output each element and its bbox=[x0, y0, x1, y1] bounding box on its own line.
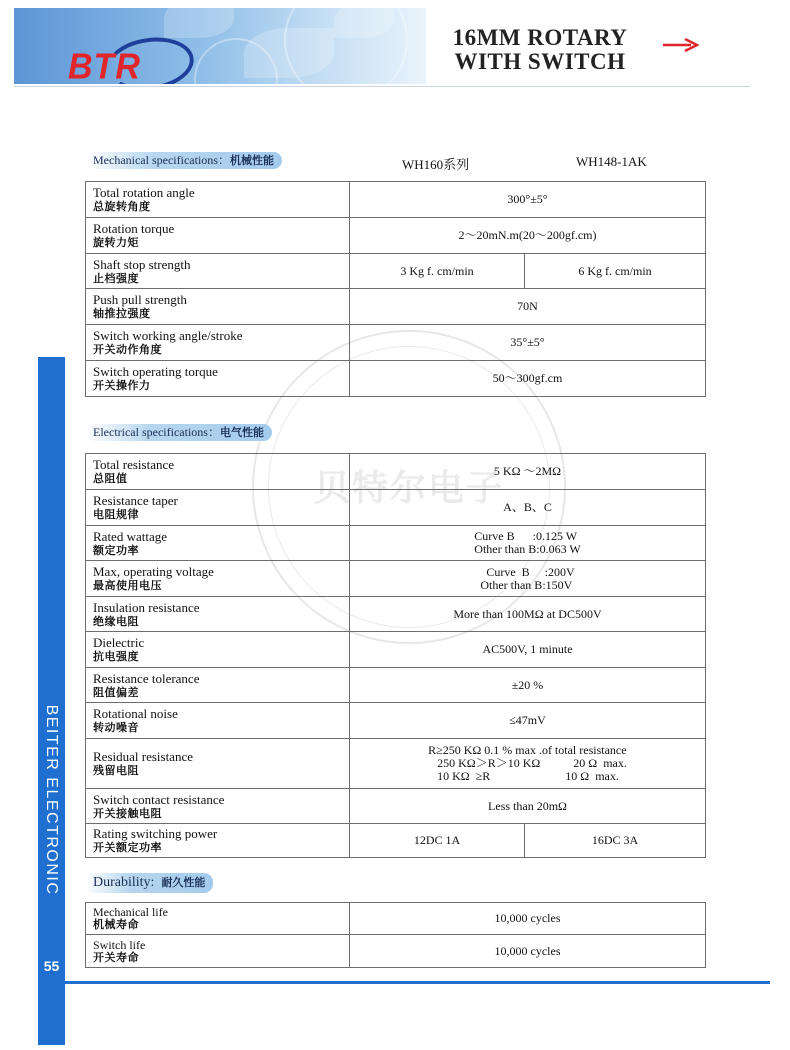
spec-value: R≥250 KΩ 0.1 % max .of total resistance 250 KΩ＞R＞10 KΩ 20 Ω max. 10 KΩ ≥R 10 Ω max. bbox=[428, 743, 627, 783]
table-row bbox=[86, 182, 706, 218]
spec-label-en: Shaft stop strength bbox=[93, 256, 191, 272]
spec-label-cn: 最高使用电压 bbox=[93, 579, 162, 592]
spec-label-cn: 残留电阻 bbox=[93, 764, 139, 777]
spec-value: 300°±5° bbox=[350, 182, 706, 218]
spec-label-en: Switch contact resistance bbox=[93, 791, 225, 807]
page-number: 55 bbox=[43, 958, 60, 974]
spec-label-en: Switch operating torque bbox=[93, 364, 218, 379]
spec-label-en: Rotation torque bbox=[93, 221, 175, 236]
btr-logo bbox=[68, 38, 188, 84]
spec-value-wh160: 3 Kg f. cm/min bbox=[350, 254, 525, 289]
title-line-1: 16MM ROTARY bbox=[452, 25, 628, 50]
table-row bbox=[86, 903, 706, 935]
table-row bbox=[86, 824, 706, 858]
spec-label-cn: 开关寿命 bbox=[93, 950, 139, 964]
spec-label-cn: 额定功率 bbox=[93, 543, 139, 557]
spec-label-en: Max, operating voltage bbox=[93, 564, 214, 579]
footer-divider bbox=[65, 981, 770, 984]
section-label-durability bbox=[85, 873, 213, 893]
arrow-right-icon bbox=[663, 38, 699, 52]
spec-label-en: Switch working angle/stroke bbox=[93, 328, 243, 343]
spec-value: ≤47mV bbox=[350, 703, 706, 739]
table-row bbox=[86, 739, 706, 789]
header-divider bbox=[14, 86, 750, 87]
logo-text: BTR bbox=[68, 47, 141, 84]
spec-value: Curve B :0.125 W Other than B:0.063 W bbox=[474, 529, 581, 556]
column-header-wh160: WH160系列 bbox=[402, 157, 470, 172]
spec-label-cn: 转动噪音 bbox=[93, 721, 139, 734]
spec-label-en: Total rotation angle bbox=[93, 185, 195, 200]
spec-label-cn: 总旋转角度 bbox=[93, 200, 151, 213]
table-row bbox=[86, 935, 706, 968]
section-label-en: Electrical specifications： bbox=[93, 425, 220, 439]
spec-label-en: Residual resistance bbox=[93, 749, 193, 764]
spec-label-cn: 开关操作力 bbox=[93, 379, 151, 392]
header-banner bbox=[14, 8, 426, 84]
spec-label-cn: 机械寿命 bbox=[93, 918, 139, 931]
spec-label-en: Rotational noise bbox=[93, 706, 178, 721]
table-row bbox=[86, 703, 706, 739]
spec-label-en: Total resistance bbox=[93, 457, 175, 472]
section-label-en: Durability: bbox=[93, 875, 155, 890]
spec-label-en: Resistance tolerance bbox=[93, 670, 200, 686]
spec-value: 10,000 cycles bbox=[350, 935, 706, 968]
spec-value: A、B、C bbox=[350, 490, 706, 526]
spec-label-cn: 抗电强度 bbox=[93, 650, 139, 663]
table-row bbox=[86, 789, 706, 824]
spec-value: 70N bbox=[350, 289, 706, 325]
spec-label-cn: 开关接触电阻 bbox=[93, 806, 162, 820]
table-row bbox=[86, 289, 706, 325]
spec-value: 2～20mN.m(20～200gf.cm) bbox=[350, 218, 706, 254]
section-label-mechanical bbox=[85, 152, 282, 169]
electrical-spec-table bbox=[85, 453, 706, 858]
table-row bbox=[86, 561, 706, 597]
spec-value: 35°±5° bbox=[350, 325, 706, 361]
brand-vertical-text: BEITER ELECTRONIC bbox=[43, 704, 60, 896]
spec-label-en: Rating switching power bbox=[93, 826, 218, 841]
spec-label-cn: 电阻规律 bbox=[93, 508, 139, 521]
watermark-text: 贝特尔电子 bbox=[313, 468, 504, 509]
spec-label-cn: 止档强度 bbox=[93, 271, 139, 285]
spec-label-en: Mechanical life bbox=[93, 905, 168, 919]
spec-label-cn: 旋转力矩 bbox=[93, 236, 139, 249]
spec-value-wh160: 12DC 1A bbox=[350, 824, 525, 858]
table-row bbox=[86, 361, 706, 397]
title-line-2: WITH SWITCH bbox=[454, 49, 626, 74]
table-row bbox=[86, 254, 706, 289]
spec-value: AC500V, 1 minute bbox=[350, 632, 706, 668]
section-label-cn: 电气性能 bbox=[219, 426, 264, 439]
spec-value-wh148: 6 Kg f. cm/min bbox=[525, 254, 706, 289]
table-row bbox=[86, 325, 706, 361]
spec-label-cn: 总阻值 bbox=[93, 472, 128, 485]
table-row bbox=[86, 526, 706, 561]
spec-value: Curve B :200V Other than B:150V bbox=[480, 564, 575, 592]
table-row bbox=[86, 454, 706, 490]
spec-label-cn: 开关额定功率 bbox=[93, 841, 162, 854]
section-label-cn: 耐久性能 bbox=[161, 876, 206, 889]
section-label-electrical bbox=[85, 424, 272, 441]
section-label-cn: 机械性能 bbox=[229, 154, 274, 167]
spec-label-en: Resistance taper bbox=[93, 493, 178, 508]
spec-value: 5 KΩ ～2MΩ bbox=[350, 454, 706, 490]
spec-label-en: Insulation resistance bbox=[93, 599, 200, 615]
spec-value-wh148: 16DC 3A bbox=[525, 824, 706, 858]
table-row bbox=[86, 490, 706, 526]
spec-label-cn: 绝缘电阻 bbox=[93, 614, 139, 628]
spec-label-cn: 轴推拉强度 bbox=[93, 307, 151, 320]
spec-value: 50～300gf.cm bbox=[350, 361, 706, 397]
spec-value: More than 100MΩ at DC500V bbox=[350, 597, 706, 632]
spec-label-en: Push pull strength bbox=[93, 292, 187, 307]
durability-spec-table bbox=[85, 902, 706, 968]
spec-label-cn: 阻值偏差 bbox=[93, 685, 139, 699]
section-label-en: Mechanical specifications： bbox=[93, 153, 230, 167]
table-row bbox=[86, 632, 706, 668]
spec-value: 10,000 cycles bbox=[350, 903, 706, 935]
column-header-wh148: WH148-1AK bbox=[576, 154, 647, 169]
table-row bbox=[86, 597, 706, 632]
side-strip bbox=[38, 357, 65, 1045]
spec-label-en: Switch life bbox=[93, 937, 146, 952]
spec-label-cn: 开关动作角度 bbox=[93, 343, 162, 356]
spec-label-en: Rated wattage bbox=[93, 528, 167, 544]
spec-label-en: Dielectric bbox=[93, 635, 145, 650]
spec-value: ±20 % bbox=[350, 668, 706, 703]
mechanical-spec-table bbox=[85, 181, 706, 397]
table-row bbox=[86, 668, 706, 703]
table-row bbox=[86, 218, 706, 254]
spec-value: Less than 20mΩ bbox=[350, 789, 706, 824]
page-title bbox=[440, 26, 640, 74]
